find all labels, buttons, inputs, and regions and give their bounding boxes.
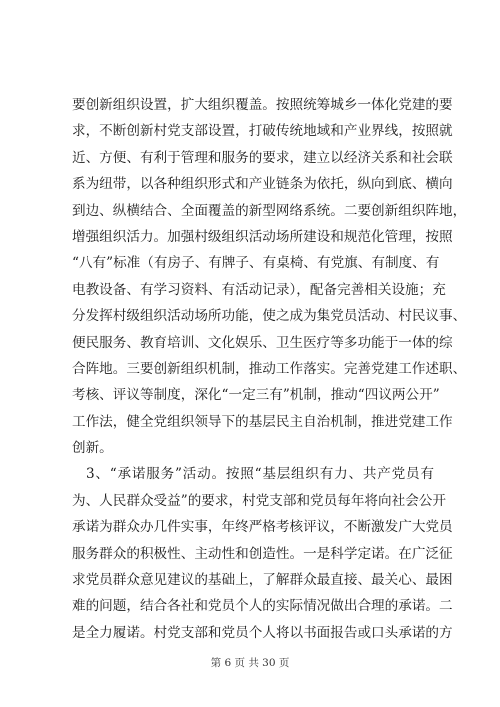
page-number-footer: 第 6 页 共 30 页 (210, 657, 290, 669)
text-line: 创新。 (72, 440, 113, 457)
text-line: 电教设备、有学习资料、有活动记录），配备完善相关设施；充 (72, 281, 446, 298)
text-line: 要创新组织设置，扩大组织覆盖。按照统筹城乡一体化党建的要 (72, 97, 453, 113)
text-line: 3、“承诺服务”活动。按照“基层组织有力、共产党员有 (86, 466, 434, 483)
text-line: 便民服务、教育培训、文化娱乐、卫生医疗等多功能于一体的综 (72, 334, 453, 351)
text-line: 难的问题，结合各社和党员个人的实际情况做出合理的承诺。二 (72, 598, 453, 615)
text-line: 承诺为群众办几件实事，年终严格考核评议，不断激发广大党员 (72, 519, 453, 536)
text-line: 近、方便、有利于管理和服务的要求，建立以经济关系和社会联 (72, 149, 453, 166)
text-line: 合阵地。三要创新组织机制，推动工作落实。完善党建工作述职、 (72, 360, 467, 377)
paragraph-2 (72, 461, 453, 646)
document-body (72, 92, 467, 646)
text-line: 增强组织活力。加强村级组织活动场所建设和规范化管理，按照 (72, 228, 453, 245)
text-line: 为、人民群众受益”的要求，村党支部和党员每年将向社会公开 (72, 492, 446, 509)
text-line: 工作法，健全党组织领导下的基层民主自治机制，推进党建工作 (72, 413, 453, 430)
text-line: “八有”标准（有房子、有牌子、有桌椅、有党旗、有制度、有 (72, 255, 440, 272)
text-line: 系为纽带，以各种组织形式和产业链条为依托，纵向到底、横向 (72, 176, 453, 193)
paragraph-1 (72, 92, 467, 461)
text-line: 考核、评议等制度，深化“一定三有”机制，推动“四议两公开” (72, 387, 440, 404)
text-line: 到边、纵横结合、全面覆盖的新型网络系统。二要创新组织阵地， (72, 202, 467, 219)
text-line: 求，不断创新村党支部设置，打破传统地域和产业界线，按照就 (72, 123, 453, 140)
text-line: 服务群众的积极性、主动性和创造性。一是科学定诺。在广泛征 (72, 545, 453, 562)
text-line: 是全力履诺。村党支部和党员个人将以书面报告或口头承诺的方 (72, 624, 453, 641)
text-line: 求党员群众意见建议的基础上，了解群众最直接、最关心、最困 (72, 572, 453, 589)
text-line: 分发挥村级组织活动场所功能，使之成为集党员活动、村民议事、 (72, 308, 467, 325)
